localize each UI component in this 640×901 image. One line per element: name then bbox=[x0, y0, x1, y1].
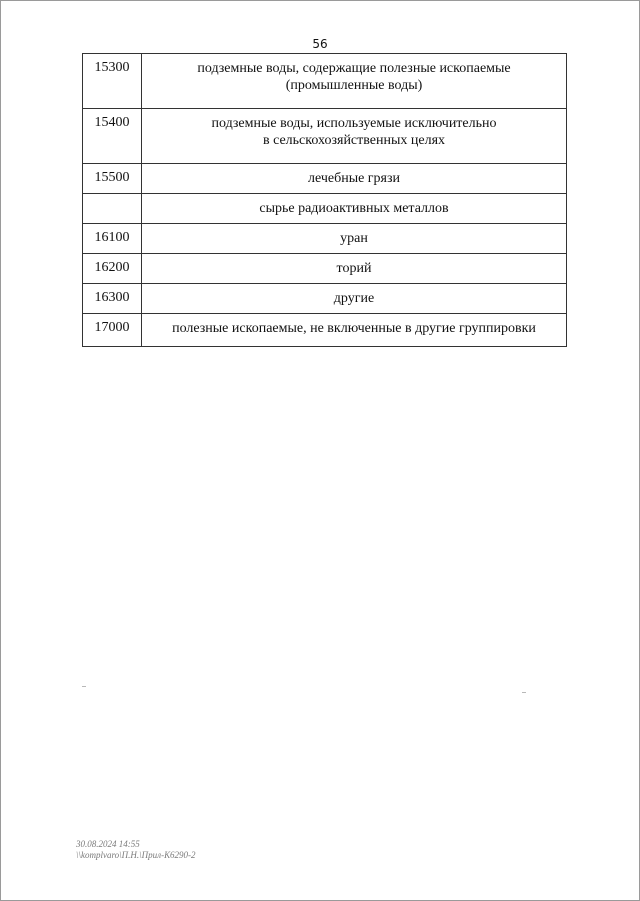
row-description bbox=[142, 254, 567, 284]
table-row bbox=[83, 314, 567, 347]
footer-file-path: \\komplvaro\П.Н.\Прил-К6290-2 bbox=[76, 850, 196, 860]
row-description bbox=[142, 224, 567, 254]
description-line: торий bbox=[336, 261, 372, 276]
row-code: 17000 bbox=[83, 314, 142, 347]
description-line: подземные воды, используемые исключительно bbox=[211, 116, 497, 131]
document-footer bbox=[76, 839, 196, 861]
row-description bbox=[142, 54, 567, 109]
table-row bbox=[83, 109, 567, 164]
description-line: (промышленные воды) bbox=[285, 78, 423, 93]
row-code: 16100 bbox=[83, 224, 142, 254]
row-description bbox=[142, 284, 567, 314]
row-description bbox=[142, 194, 567, 224]
row-code: 16300 bbox=[83, 284, 142, 314]
description-line: подземные воды, содержащие полезные ископаемые bbox=[197, 61, 511, 76]
table-row bbox=[83, 194, 567, 224]
page-number: 56 bbox=[312, 37, 328, 51]
footer-timestamp: 30.08.2024 14:55 bbox=[76, 839, 140, 849]
row-code: 16200 bbox=[83, 254, 142, 284]
description-line: уран bbox=[340, 231, 368, 246]
table-row bbox=[83, 254, 567, 284]
scan-speck bbox=[82, 686, 86, 687]
row-description bbox=[142, 164, 567, 194]
table-row bbox=[83, 284, 567, 314]
row-code: 15500 bbox=[83, 164, 142, 194]
description-line: другие bbox=[333, 291, 375, 306]
row-code: 15400 bbox=[83, 109, 142, 164]
row-code: 15300 bbox=[83, 54, 142, 109]
description-line: в сельскохозяйственных целях bbox=[262, 133, 446, 148]
description-line: полезные ископаемые, не включенные в другие группировки bbox=[172, 321, 536, 336]
table-row bbox=[83, 164, 567, 194]
description-line: лечебные грязи bbox=[307, 171, 401, 186]
table-row bbox=[83, 224, 567, 254]
scan-speck bbox=[522, 692, 526, 693]
row-description bbox=[142, 109, 567, 164]
row-code bbox=[83, 194, 142, 224]
row-description bbox=[142, 314, 567, 347]
classification-table bbox=[82, 53, 567, 347]
table-row bbox=[83, 54, 567, 109]
description-line: сырье радиоактивных металлов bbox=[259, 201, 449, 216]
